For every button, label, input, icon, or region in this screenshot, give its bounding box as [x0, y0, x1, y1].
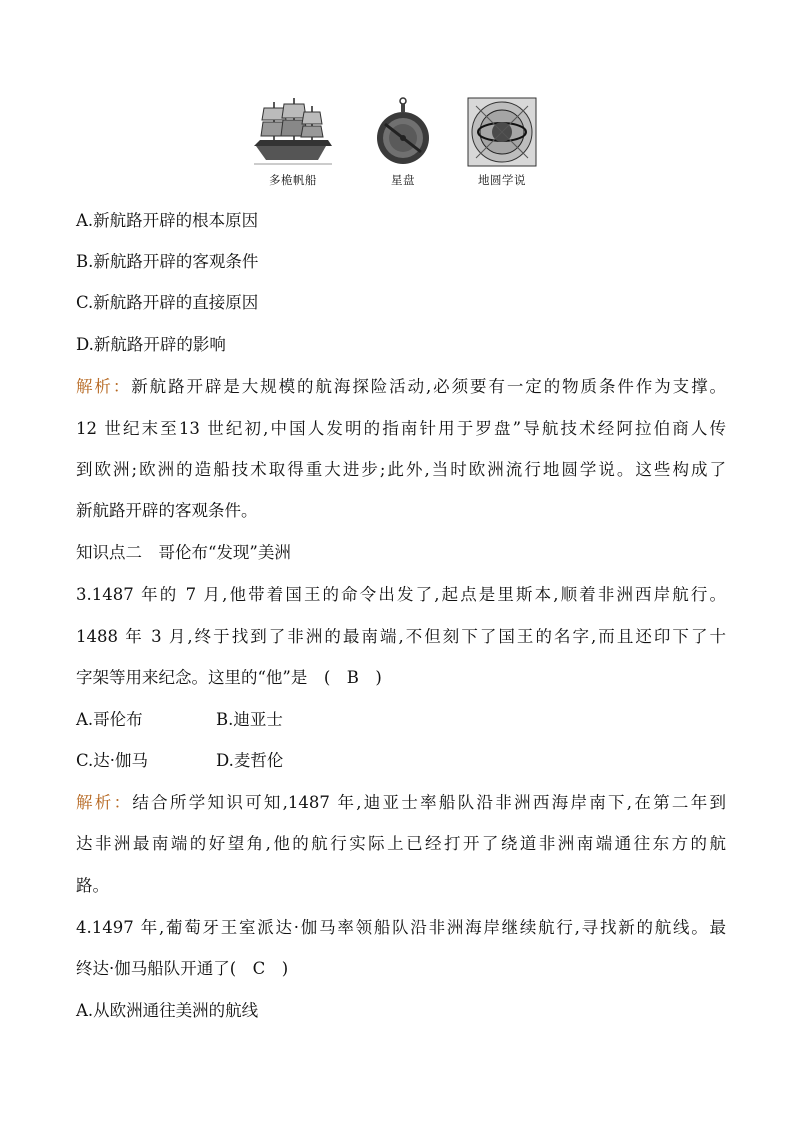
analysis-line: 达非洲最南端的好望角,他的航行实际上已经打开了绕道非洲南端通往东方的航 [76, 834, 726, 853]
section-title: 知识点二 哥伦布“发现”美洲 [76, 543, 291, 562]
astrolabe-icon [375, 96, 431, 168]
analysis-label: 解析： [76, 377, 132, 396]
option-c: C.新航路开辟的直接原因 [76, 293, 259, 312]
analysis-line: 新航路开辟的客观条件。 [76, 501, 258, 520]
analysis-label: 解析： [76, 793, 133, 812]
figure-caption: 地圆学说 [478, 173, 526, 187]
analysis-line: 路。 [76, 876, 109, 895]
analysis-line [76, 376, 726, 398]
option-b: B.迪亚士 [216, 710, 283, 729]
options-row [76, 709, 726, 731]
figure-caption: 星盘 [391, 173, 415, 187]
analysis-line: 12 世纪末至13 世纪初,中国人发明的指南针用于罗盘”导航技术经阿拉伯商人传 [76, 419, 726, 438]
option-d: D.麦哲伦 [216, 751, 284, 770]
analysis-line: 到欧洲;欧洲的造船技术取得重大进步;此外,当时欧洲流行地圆学说。这些构成了 [76, 460, 726, 479]
question-stem-line: 4.1497 年,葡萄牙王室派达·伽马率领船队沿非洲海岸继续航行,寻找新的航线。最 [76, 918, 726, 937]
option-b: B.新航路开辟的客观条件 [76, 252, 259, 271]
question-stem-line: 3.1487 年的 7 月,他带着国王的命令出发了,起点是里斯本,顺着非洲西岸航行。 [76, 585, 726, 604]
option-a: A.哥伦布 [76, 710, 143, 729]
globe-figure [460, 96, 544, 188]
analysis-line [76, 792, 726, 814]
astrolabe-figure [368, 96, 438, 188]
question-stem-line: 终达·伽马船队开通了( C ) [76, 959, 289, 978]
option-a: A.新航路开辟的根本原因 [76, 211, 259, 230]
option-d: D.新航路开辟的影响 [76, 335, 226, 354]
ship-figure [238, 96, 348, 188]
option-a: A.从欧洲通往美洲的航线 [76, 1001, 259, 1020]
globe-diagram-icon [466, 96, 538, 168]
question-stem-line: 1488 年 3 月,终于找到了非洲的最南端,不但刻下了国王的名字,而且还印下了十 [76, 627, 726, 646]
figure-caption: 多桅帆船 [269, 173, 317, 187]
question-stem-line: 字架等用来纪念。这里的“他”是 ( B ) [76, 668, 382, 687]
option-c: C.达·伽马 [76, 751, 149, 770]
analysis-text: 新航路开辟是大规模的航海探险活动,必须要有一定的物质条件作为支撑。 [131, 377, 726, 396]
figure-row [238, 96, 568, 192]
options-row [76, 750, 726, 772]
ship-icon [252, 96, 334, 168]
analysis-text: 结合所学知识可知,1487 年,迪亚士率船队沿非洲西海岸南下,在第二年到 [132, 793, 726, 812]
